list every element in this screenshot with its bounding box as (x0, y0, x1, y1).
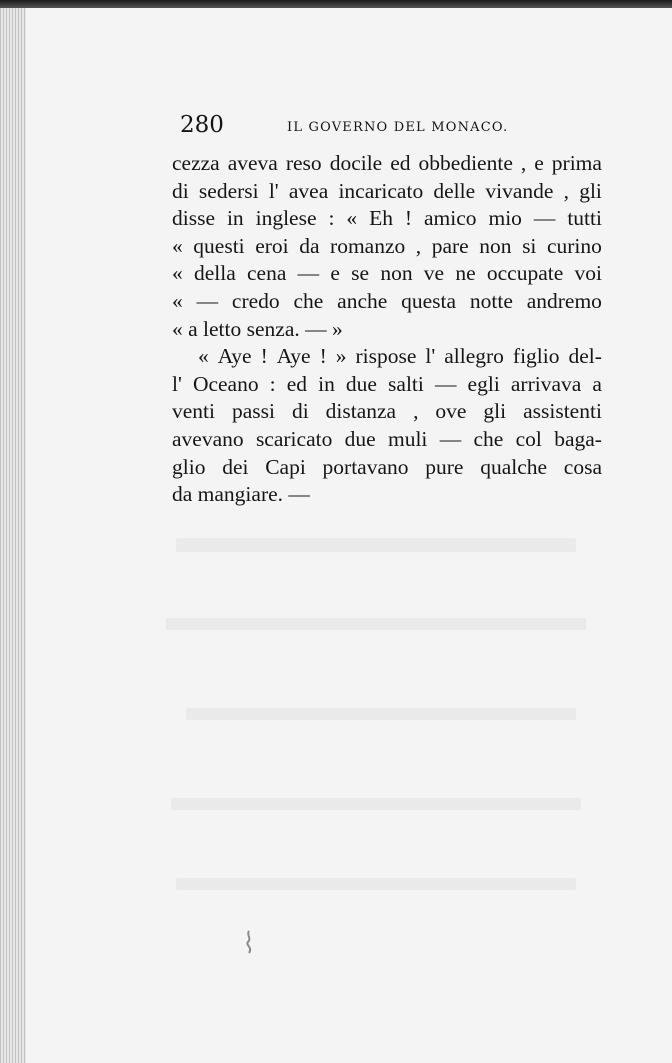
word: eroi (255, 233, 289, 258)
word: notte (469, 288, 513, 313)
word: , (563, 178, 569, 203)
bleed-through-mark (176, 878, 576, 890)
running-title: IL GOVERNO DEL MONACO. (287, 120, 509, 135)
word: che (293, 288, 324, 313)
text-line (172, 233, 602, 261)
word: andremo (526, 288, 602, 313)
word: delle (433, 178, 476, 203)
word: di (291, 399, 309, 424)
word: l' (425, 344, 436, 369)
word: obbediente (418, 151, 513, 175)
word: questa (401, 288, 457, 313)
word: , (413, 399, 419, 424)
word: figlio (512, 344, 560, 369)
word: se (351, 261, 370, 286)
word: — (439, 426, 462, 451)
word: sedersi (198, 178, 259, 203)
word: allegro (444, 344, 504, 369)
word: curino (546, 233, 602, 258)
bleed-through-mark (186, 708, 576, 720)
word: anche (337, 288, 388, 313)
word: venti (172, 399, 215, 424)
word: cosa (563, 454, 602, 479)
word: avea (288, 178, 329, 203)
word: dei (222, 454, 249, 479)
body-text (172, 150, 602, 509)
word: due (345, 371, 377, 396)
word: : (269, 371, 276, 396)
word: occupate (486, 261, 564, 286)
word: » (335, 344, 347, 369)
word: muli (387, 426, 428, 451)
text-line (172, 426, 602, 454)
word: — (196, 288, 219, 313)
word: tutti (567, 206, 602, 231)
word: a (592, 371, 602, 396)
word: cezza (172, 151, 220, 175)
word: : (328, 206, 335, 231)
word: ! (260, 344, 268, 369)
word: passi (231, 399, 275, 424)
word: distanza (325, 399, 397, 424)
word: scaricato (255, 426, 333, 451)
word: portavano (322, 454, 409, 479)
text-line (172, 398, 602, 426)
word: qualche (480, 454, 548, 479)
text-line (172, 260, 602, 288)
text-line (172, 371, 602, 399)
word: « (198, 344, 209, 369)
word: « (172, 288, 183, 313)
word: ne (455, 261, 476, 286)
scan-top-edge (0, 0, 672, 8)
bleed-through-mark (166, 618, 586, 630)
word: « (172, 261, 183, 286)
word: l' (172, 371, 182, 396)
word: Eh (369, 206, 393, 231)
word: non (380, 261, 413, 286)
word: — (533, 206, 556, 231)
word: ! (319, 344, 327, 369)
word: — (297, 261, 320, 286)
word: glio (172, 454, 206, 479)
word: avevano (172, 426, 244, 451)
word: che (473, 426, 504, 451)
word: gli (483, 399, 507, 424)
word: prima (551, 151, 602, 175)
word: Aye (276, 344, 311, 369)
word: l' (268, 178, 279, 203)
bleed-through-mark (171, 798, 581, 810)
word: del- (568, 344, 602, 369)
word: « (172, 233, 183, 258)
text-line (172, 178, 602, 206)
word: ve (423, 261, 445, 286)
running-head (180, 112, 520, 142)
word: si (522, 233, 537, 258)
word: docile (329, 151, 383, 175)
word: « (346, 206, 358, 231)
word: e (534, 151, 544, 175)
word: cena (247, 261, 287, 286)
text-line (172, 205, 602, 233)
word: da (299, 233, 320, 258)
word: voi (574, 261, 602, 286)
word: egli (467, 371, 500, 396)
word: assistenti (523, 399, 602, 424)
word: amico (424, 206, 477, 231)
word: di (172, 178, 189, 203)
word: non (479, 233, 512, 258)
word: due (344, 426, 376, 451)
word: , (520, 151, 527, 175)
word: pure (425, 454, 464, 479)
word: disse (172, 206, 215, 231)
word: col (515, 426, 542, 451)
word: baga- (554, 426, 602, 451)
text-line: « a letto senza. — » (172, 316, 343, 341)
text-line (172, 150, 602, 178)
page-number: 280 (180, 112, 224, 138)
text-line (172, 288, 602, 316)
word: in (226, 206, 244, 231)
word: — (434, 371, 457, 396)
word: , (415, 233, 422, 258)
word: arrivava (510, 371, 582, 396)
page-stack-edge (0, 8, 26, 1063)
text-line: da mangiare. — (172, 482, 310, 507)
text-line (172, 343, 602, 371)
word: mio (488, 206, 522, 231)
word: Oceano (192, 371, 259, 396)
word: della (193, 261, 236, 286)
word: vivande (485, 178, 554, 203)
word: in (318, 371, 335, 396)
word: reso (285, 151, 322, 175)
word: aveva (227, 151, 278, 175)
word: questi (193, 233, 245, 258)
word: salti (388, 371, 424, 396)
word: ed (390, 151, 411, 175)
word: ! (404, 206, 413, 231)
word: gli (579, 178, 602, 203)
word: ed (286, 371, 308, 396)
word: pare (431, 233, 469, 258)
word: inglese (255, 206, 317, 231)
word: Aye (217, 344, 252, 369)
word: incaricato (338, 178, 424, 203)
word: romanzo (330, 233, 406, 258)
word: Capi (265, 454, 306, 479)
text-line (172, 454, 602, 482)
word: ove (435, 399, 467, 424)
ink-blot-icon (242, 930, 256, 954)
word: e (330, 261, 340, 286)
word: rispose (355, 344, 417, 369)
word: credo (231, 288, 280, 313)
bleed-through-mark (176, 538, 576, 552)
